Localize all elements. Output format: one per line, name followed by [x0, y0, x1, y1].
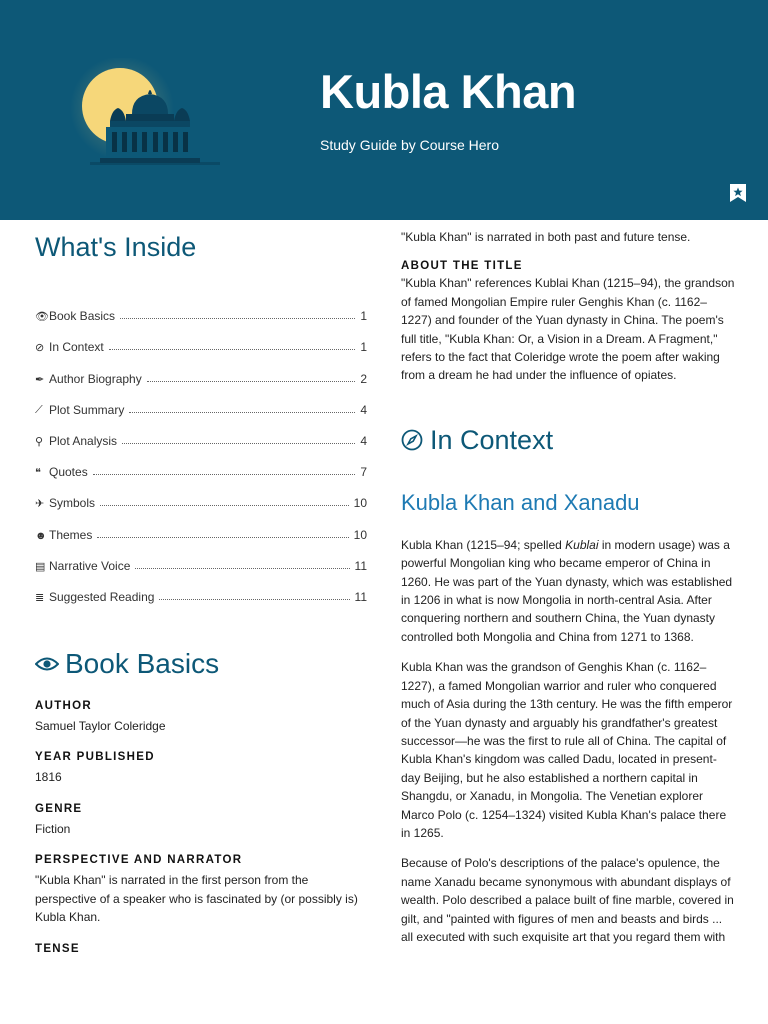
toc-page: 1: [360, 309, 367, 324]
toc-leader: [109, 349, 356, 350]
palace-moon-illustration: [70, 58, 240, 188]
about-title-label: ABOUT THE TITLE: [401, 260, 523, 273]
perspective-label: PERSPECTIVE AND NARRATOR: [35, 854, 243, 867]
toc-label: Plot Summary: [49, 402, 125, 417]
paragraph-1: [401, 536, 736, 646]
document-title: Kubla Khan: [320, 65, 577, 118]
magnifier-icon: ⚲: [35, 435, 44, 448]
toc-page: 11: [354, 589, 367, 604]
compass-icon: [401, 429, 423, 451]
toc-leader: [147, 381, 356, 382]
toc-leader: [97, 537, 348, 538]
toc-page: 1: [360, 340, 367, 355]
tense-value: "Kubla Khan" is narrated in both past and future tense.: [401, 230, 691, 244]
bookmark-star-icon[interactable]: [729, 183, 747, 203]
books-icon: ≣: [35, 591, 45, 604]
toc-label: Plot Analysis: [49, 433, 118, 448]
pen-nib-icon: ✒: [35, 373, 45, 386]
toc-label: Symbols: [49, 496, 96, 511]
paragraph-1-end: in modern usage) was a powerful Mongolian king who became emperor of China in 1260. He was part of the Yuan dynasty, which was established in 1206 in what is now Mongolia in north-central Asia. After conquering northern and southern China, the Yuan dynasty controlled both Mongolia and China from 1271 to 1368.: [401, 537, 733, 644]
author-label: AUTHOR: [35, 699, 92, 712]
toc-page: 10: [353, 496, 367, 511]
toc-leader: [93, 474, 356, 475]
masks-icon: ☻: [35, 529, 47, 542]
section-subheading: Kubla Khan and Xanadu: [401, 489, 640, 515]
genre-label: GENRE: [35, 802, 83, 815]
author-value: Samuel Taylor Coleridge: [35, 718, 166, 733]
toc-page: 7: [360, 465, 367, 480]
toc-page: 10: [353, 527, 367, 542]
header-banner: [0, 0, 768, 220]
toc-label: Author Biography: [49, 371, 142, 386]
whats-inside-heading: What's Inside: [35, 232, 197, 262]
toc-leader: [135, 568, 349, 569]
toc-item-narrative-voice[interactable]: [35, 542, 367, 573]
toc-page: 4: [360, 433, 367, 448]
toc-item-in-context[interactable]: [35, 323, 367, 354]
toc-item-quotes[interactable]: [35, 448, 367, 479]
toc-label: Quotes: [49, 465, 88, 480]
toc-leader: [122, 443, 355, 444]
toc-item-plot-summary[interactable]: [35, 386, 367, 417]
toc-page: 2: [360, 371, 367, 386]
paragraph-2: Kubla Khan was the grandson of Genghis Khan (c. 1162–1227), a famed Mongolian warrior and ruler who conquered much of Asia during the 13th century. He was the fifth emperor of the Yuan dynasty and arguably his grandfather's greatest successor—he was the first to rule all of China. The capital of Kubla Khan's kingdom was called Dadu, located in present-day Beijing, but he also established a northern capital in Shangdu, or Xanadu, in Mongolia. The Venetian explorer Marco Polo (c. 1254–1324) visited Kubla Khan's palace there in 1265.: [401, 660, 733, 840]
quote-icon: ❝: [35, 467, 41, 480]
toc-page: 4: [360, 402, 367, 417]
toc-item-plot-analysis[interactable]: [35, 417, 367, 448]
eye-icon: 👁: [35, 311, 49, 324]
toc-label: In Context: [49, 340, 104, 355]
toc-label: Themes: [49, 527, 93, 542]
toc-item-themes[interactable]: [35, 510, 367, 541]
in-context-heading: In Context: [430, 424, 554, 455]
document-subtitle: Study Guide by Course Hero: [320, 137, 499, 153]
right-column: [401, 228, 736, 958]
bird-icon: ✈: [35, 498, 45, 511]
left-column: [35, 230, 367, 960]
toc-page: 11: [354, 558, 367, 573]
year-value: 1816: [35, 770, 62, 785]
toc-label: Suggested Reading: [49, 589, 155, 604]
toc-leader: [100, 505, 349, 506]
compass-icon: ⊘: [35, 342, 45, 355]
tense-label: TENSE: [35, 942, 80, 955]
in-context-header: [401, 425, 736, 456]
about-title-text: "Kubla Khan" references Kublai Khan (1215–94), the grandson of famed Mongolian Empire ruler Genghis Khan (c. 1162–1227) and founder of the Yuan dynasty in China. The poem's full title, "Kubla Khan: Or, a Vision in a Dream. A Fragment," refers to the fact that Coleridge wrote the poem after waking from a dream he had under the influence of opiates.: [401, 276, 735, 383]
toc-item-author-biography[interactable]: [35, 354, 367, 385]
book-basics-heading: Book Basics: [65, 647, 220, 679]
toc-label: Book Basics: [49, 309, 116, 324]
toc-leader: [120, 318, 355, 319]
perspective-value: "Kubla Khan" is narrated in the first person from the perspective of a speaker who is fascinated by (or possibly is) Kubla Khan.: [35, 873, 358, 925]
toc-item-suggested-reading[interactable]: [35, 573, 367, 604]
toc-item-book-basics[interactable]: [35, 292, 367, 323]
toc-leader: [159, 599, 349, 600]
eye-icon: [35, 656, 59, 672]
italic-kublai: Kublai: [565, 537, 599, 552]
year-label: YEAR PUBLISHED: [35, 751, 155, 764]
paragraph-3: Because of Polo's descriptions of the palace's opulence, the name Xanadu became synonymous with abundant displays of wealth. Polo described a palace built of fine marble, covered in gilt, and "painted with figures of men and beasts and birds ... all executed with such exquisite art that you regard them with: [401, 856, 734, 944]
book-basics-header: [35, 648, 367, 680]
document-icon: ▤: [35, 560, 46, 573]
genre-value: Fiction: [35, 821, 71, 836]
paragraph-1-start: Kubla Khan (1215–94; spelled: [401, 537, 566, 552]
toc-item-symbols[interactable]: [35, 479, 367, 510]
toc-leader: [129, 412, 355, 413]
table-of-contents: [35, 292, 367, 604]
toc-label: Narrative Voice: [49, 558, 131, 573]
chart-icon: ⟋: [35, 403, 43, 416]
